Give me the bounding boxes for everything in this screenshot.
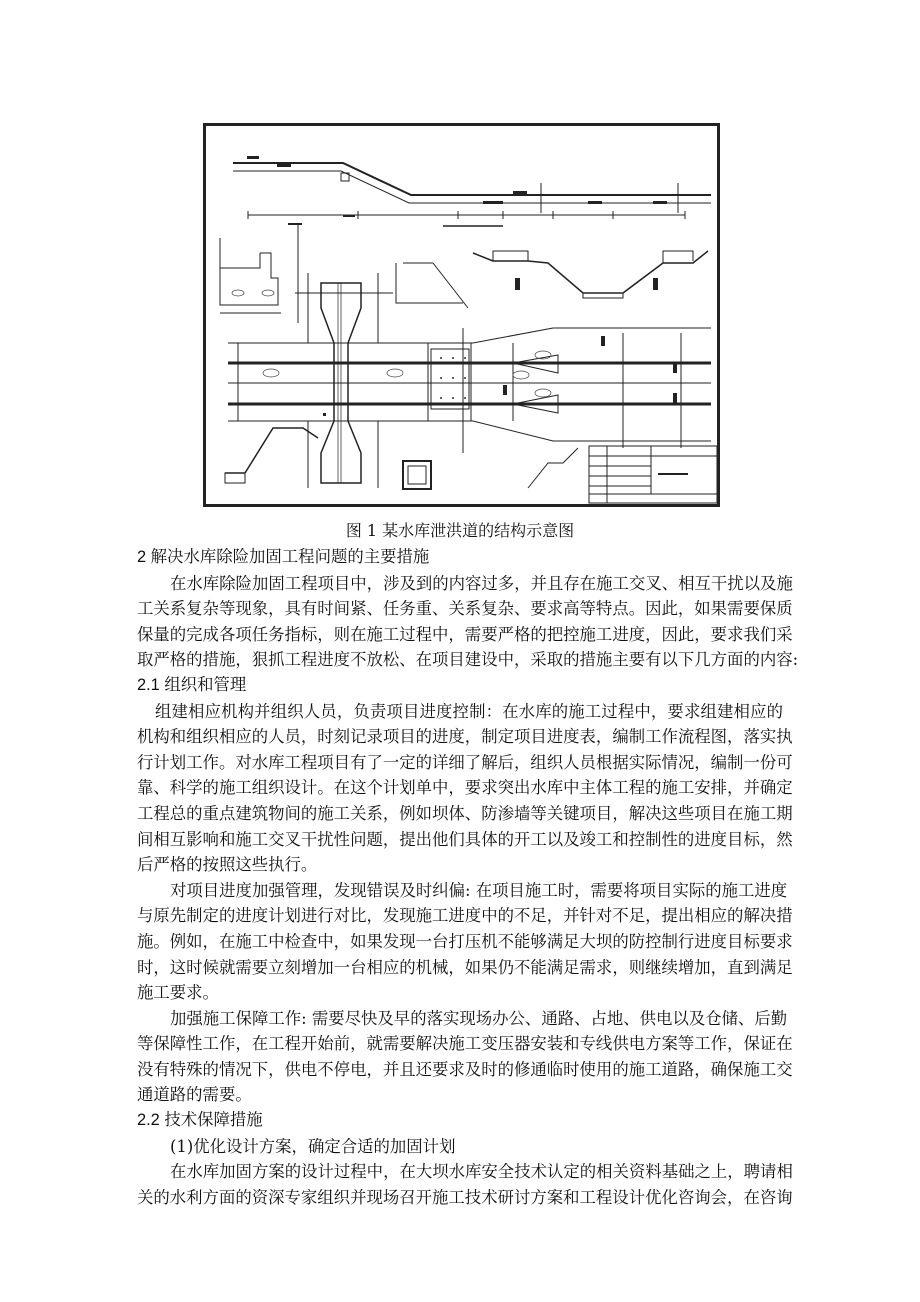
paragraph-line: 没有特殊的情况下，供电不停电，并且还要求及时的修通临时使用的施工道路，确保施工交 xyxy=(137,1059,793,1079)
section-heading: 2 解决水库除险加固工程问题的主要措施 xyxy=(137,548,430,566)
subheading: (1)优化设计方案，确定合适的加固计划 xyxy=(170,1136,456,1156)
paragraph-line: 保量的完成各项任务指标，则在施工过程中，需要严格的把控施工进度，因此，要求我们采 xyxy=(137,624,793,644)
paragraph-line: 行计划工作。对水库工程项目有了一定的详细了解后，组织人员根据实际情况，编制一份可 xyxy=(137,752,793,772)
figure-caption: 图 1 某水库泄洪道的结构示意图 xyxy=(345,521,575,540)
spillway-structure-drawing xyxy=(203,123,720,507)
paragraph-line: 与原先制定的进度计划进行对比，发现施工进度中的不足，并针对不足，提出相应的解决措 xyxy=(137,906,793,926)
paragraph-line: 施工要求。 xyxy=(137,983,219,1003)
paragraph-line: 工关系复杂等现象，具有时间紧、任务重、关系复杂、要求高等特点。因此，如果需要保质 xyxy=(137,599,793,619)
section-heading: 2.1 组织和管理 xyxy=(137,675,247,694)
paragraph-line: 等保障性工作，在工程开始前，就需要解决施工变压器安装和专线供电方案等工作，保证在 xyxy=(137,1034,793,1054)
section-heading: 2.2 技术保障措施 xyxy=(137,1111,263,1130)
paragraph-line: 取严格的措施，狠抓工程进度不放松、在项目建设中，采取的措施主要有以下几方面的内容: xyxy=(137,650,799,670)
paragraph-line: 机构和组织相应的人员，时刻记录项目的进度，制定项目进度表，编制工作流程图，落实执 xyxy=(137,727,793,747)
paragraph-line: 工程总的重点建筑物间的施工关系，例如坝体、防渗墙等关键项目，解决这些项目在施工期 xyxy=(137,803,793,823)
document-body xyxy=(137,545,799,1210)
paragraph-line: 在水库除险加固工程项目中，涉及到的内容过多，并且存在施工交叉、相互干扰以及施 xyxy=(170,573,793,593)
paragraph-line: 在水库加固方案的设计过程中，在大坝水库安全技术认定的相关资料基础之上，聘请相 xyxy=(170,1162,793,1182)
paragraph-line: 后严格的按照这些执行。 xyxy=(137,855,318,875)
paragraph-line: 加强施工保障工作: 需要尽快及早的落实现场办公、通路、占地、供电以及仓储、后勤 xyxy=(170,1008,788,1028)
paragraph-line: 对项目进度加强管理，发现错误及时纠偏: 在项目施工时，需要将项目实际的施工进度 xyxy=(170,880,788,900)
paragraph-line: 时，这时候就需要立刻增加一台相应的机械，如果仍不能满足需求，则继续增加，直到满足 xyxy=(137,957,793,977)
paragraph-line: 靠、科学的施工组织设计。在这个计划单中，要求突出水库中主体工程的施工安排，并确定 xyxy=(137,778,793,798)
paragraph-line: 组建相应机构并组织人员，负责项目进度控制：在水库的施工过程中，要求组建相应的 xyxy=(155,701,783,721)
paragraph-line: 通道路的需要。 xyxy=(137,1085,252,1105)
paragraph-line: 关的水利方面的资深专家组织并现场召开施工技术研讨方案和工程设计优化咨询会，在咨询 xyxy=(137,1187,793,1207)
paragraph-line: 施。例如，在施工中检查中，如果发现一台打压机不能够满足大坝的防控制行进度目标要求 xyxy=(137,931,793,951)
paragraph-line: 间相互影响和施工交叉干扰性问题，提出他们具体的开工以及竣工和控制性的进度目标，然 xyxy=(137,829,793,849)
